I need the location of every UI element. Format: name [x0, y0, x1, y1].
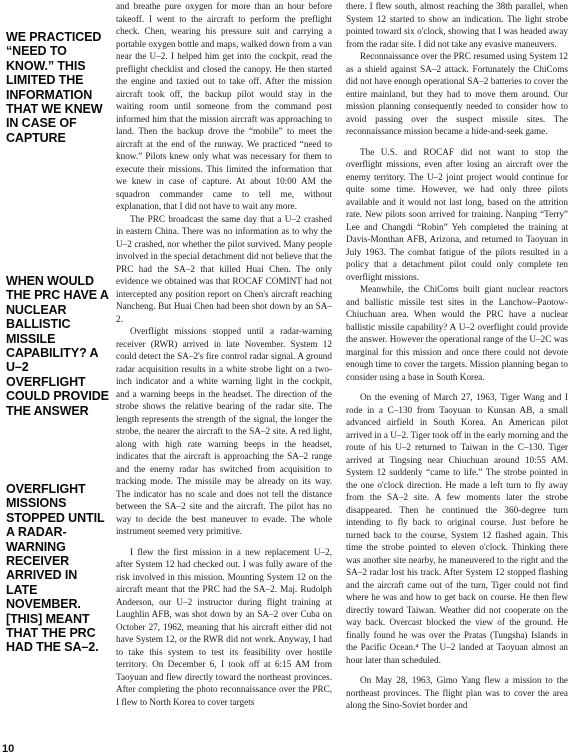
pull-quote-sidebar	[6, 0, 110, 754]
paragraph: I flew the first mission in a new replacement U–2, after System 12 had checked out. I was fully aware of the risk involved in this mission. Mounting System 12 on the aircraft meant that the PRC had the SA–2. Maj. Rudolph Anderson, our U–2 instructor during flight training at Laughlin AFB, was shot down by an SA–2 over Cuba on October 27, 1962, meaning that his aircraft either did not have System 12, or the RWR did not work. Anyway, I had to take this system to test its feasibility over hostile territory. On December 6, I took off at 6:15 AM from Taoyuan and flew directly toward the northeast provinces. After completing the photo reconnaissance over the PRC, I flew to North Korea to cover targets	[116, 546, 332, 707]
pull-quote-need-to-know: WE PRACTICED “NEED TO KNOW.” THIS LIMITED THE INFORMATION THAT WE KNEW IN CASE OF CAPTURE	[6, 30, 103, 145]
paragraph: Overflight missions stopped until a radar-warning receiver (RWR) arrived in late November. System 12 could detect the SA–2's fire control radar signal. A ground radar acquisition results in a white strobe light on a two-inch indicator and a white warning light in the cockpit, and a warning beeps in the headset. The direction of the strobe shows the relative bearing of the radar site. The length represents the strength of the signal, the longer the strobe, the nearer the aircraft to the SA–2 site. A red light, along with high rate warning beeps in the headset, indicates that the aircraft is approaching the SA–2 range and the enemy radar has switched from acquisition to tracking mode. The missile may be already on its way. The indicator has no scale and does not tell the distance between the SA–2 site and the aircraft. The pilot has no way to decide the best maneuver to evade. The whole instrument seemed very primitive.	[116, 326, 332, 536]
paragraph: The PRC broadcast the same day that a U–2 crashed in eastern China. There was no information as to why the U–2 crashed, nor whether the pilot survived. Many people involved in the special detachment did not believe that the PRC had the SA–2 that killed Huai Chen. The only evidence we obtained was that ROCAF COMINT had not intercepted any position report on Chen's aircraft reaching Nancheng. But Huai Chen had been shot down by an SA–2.	[116, 213, 332, 324]
paragraph: On the evening of March 27, 1963, Tiger Wang and I rode in a C–130 from Taoyuan to Kunsan AB, a small advanced airfield in South Korea. An American pilot arrived in a U–2. Tiger took off in the early morning and the route of his U–2 returned to Taiwan in the C–130. Tiger arrived at Tingsing near Chiuchuan around 10:55 AM. System 12 suddenly “came to life.” The strobe pointed in the one o'clock direction. He made a left turn to fly away from the SA–2 site. A few moments later the strobe disappeared. Then he continued the 360-degree turn intending to fly back to original course. Just before he turned back to the course, System 12 flashed again. This time the strobe pointed to eleven o'clock. Thinking there was another site nearby, he maneuvered to the right and the SA–2 radar lost his track. After System 12 stopped flashing and the aircraft came out of the turn, Tiger could not find where he was and how to get back on course. He then flew directly toward Taiwan. Weather did not cooperate on the way back. Overcast blocked the view of the ground. He finally found he was over the Pratas (Tungsha) Islands in the Pacific Ocean.⁴ The U–2 landed at Taoyuan almost an hour later than scheduled.	[346, 392, 568, 665]
paragraph: On May 28, 1963, Gimo Yang flew a mission to the northeast provinces. The flight plan was to cover the area along the Sino-Soviet border and	[346, 675, 568, 710]
paragraph: there. I flew south, almost reaching the 38th parallel, when System 12 started to show an indication. The light strobe pointed toward six o'clock, showing that I was headed away from the radar site. I did not take any evasive maneuvers.	[346, 1, 568, 49]
paragraph: The U.S. and ROCAF did not want to stop the overflight missions, even after losing an aircraft over the enemy territory. The U–2 joint project would continue for quite some time. However, we had only three pilots available and it would not last long, based on the attrition rate. New pilots soon arrived for training. Nanping “Terry” Lee and Changdi “Robin” Yeh completed the training at Davis-Monthan AFB, Arizona, and returned to Taoyuan in July 1963. The combat fatigue of the pilots resulted in a policy that a detachment pilot could only complete ten overflight missions.	[346, 146, 568, 282]
page-number: 10	[2, 743, 15, 755]
body-column-right	[346, 0, 568, 712]
pull-quote-overflight-stopped: OVERFLIGHT MISSIONS STOPPED UNTIL A RADAR-WARNING RECEIVER ARRIVED IN LATE NOVEMBER. [THIS] MEANT THAT THE PRC HAD THE SA–2.	[6, 482, 105, 655]
paragraph: Meanwhile, the ChiComs built giant nuclear reactors and ballistic missile test sites in the Lanchow–Paotow-Chiuchuan area. When would the PRC have a nuclear ballistic missile capability? A U–2 overflight could provide the answer. However the operational range of the U–2C was marginal for this mission and once there could not devote enough time to cover the targets. Mission planning began to consider using a base in South Korea.	[346, 284, 568, 382]
paragraph: and breathe pure oxygen for more than an hour before takeoff. I went to the aircraft to perform the preflight check. Chen, wearing his pressure suit and carrying a portable oxygen bottle and maps, walked down from a van near the U–2. I helped him get into the cockpit, read the preflight checklist and closed the canopy. He then started the engine and taxied out to take off. After the mission aircraft took off, the backup pilot would stay in the waiting room until someone from the command post informed him that the mission aircraft was approaching to land. Then the backup drove the “mobile” to meet the aircraft at the end of the runway. We practiced “need to know.” Pilots knew only what was necessary for them to execute their missions. This limited the information that we knew in case of capture. At about 10:00 AM the squadron commander came to tell me, without explanation, that I did not have to wait any more.	[116, 1, 332, 211]
pull-quote-nuclear-capability: WHEN WOULD THE PRC HAVE A NUCLEAR BALLISTIC MISSILE CAPABILITY? A U–2 OVERFLIGHT COULD PROVIDE THE ANSWER	[6, 274, 109, 418]
body-column-left	[116, 0, 332, 708]
paragraph: Reconnaissance over the PRC resumed using System 12 as a shield against SA–2 attack. Fortunately the ChiComs did not have enough operational SA–2 batteries to cover the entire mainland, but they had to move them around. Our mission planning consequently needed to consider how to avoid passing over the suspect missile sites. The reconnaissance mission became a hide-and-seek game.	[346, 51, 568, 136]
